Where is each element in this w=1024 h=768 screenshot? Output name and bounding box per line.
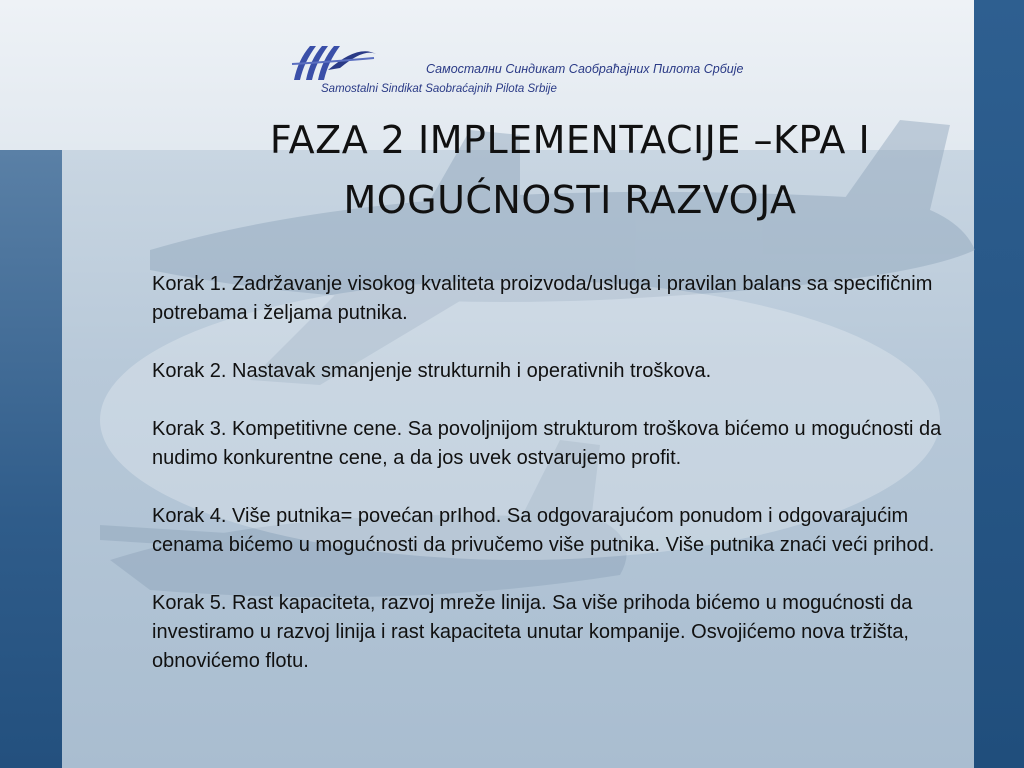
- org-name-cyrillic: Самостални Синдикат Саобраћајних Пилота Србије: [426, 62, 744, 76]
- org-name-latin: Samostalni Sindikat Saobraćajnih Pilota Srbije: [321, 83, 557, 95]
- step-3: Korak 3. Kompetitivne cene. Sa povoljnijom strukturom troškova bićemo u mogućnosti da nudimo konkurentne cene, a da jos uvek ostvarujemo profit.: [152, 418, 942, 469]
- slide-title: [150, 110, 990, 230]
- step-2: Korak 2. Nastavak smanjenje strukturnih i operativnih troškova.: [152, 360, 712, 382]
- slide-title-line-1: FAZA 2 IMPLEMENTACIJE –KPA I: [269, 118, 871, 162]
- steps-list: [152, 270, 952, 705]
- step-5: Korak 5. Rast kapaciteta, razvoj mreže linija. Sa više prihoda bićemo u mogućnosti da investiramo u razvoj linija i rast kapaciteta unutar kompanije. Osvojićemo nova tržišta, obnovićemo flotu.: [152, 592, 913, 672]
- step-1: Korak 1. Zadržavanje visokog kvaliteta proizvoda/usluga i pravilan balans sa specifičnim potrebama i željama putnika.: [152, 273, 933, 324]
- union-logo-icon: [288, 40, 380, 88]
- step-4: Korak 4. Više putnika= povećan prIhod. Sa odgovarajućom ponudom i odgovarajućim cenama bićemo u mogućnosti da privučemo više putnika. Više putnika znaći veći prihod.: [152, 505, 935, 556]
- slide-title-line-2: MOGUĆNOSTI RAZVOJA: [343, 178, 797, 222]
